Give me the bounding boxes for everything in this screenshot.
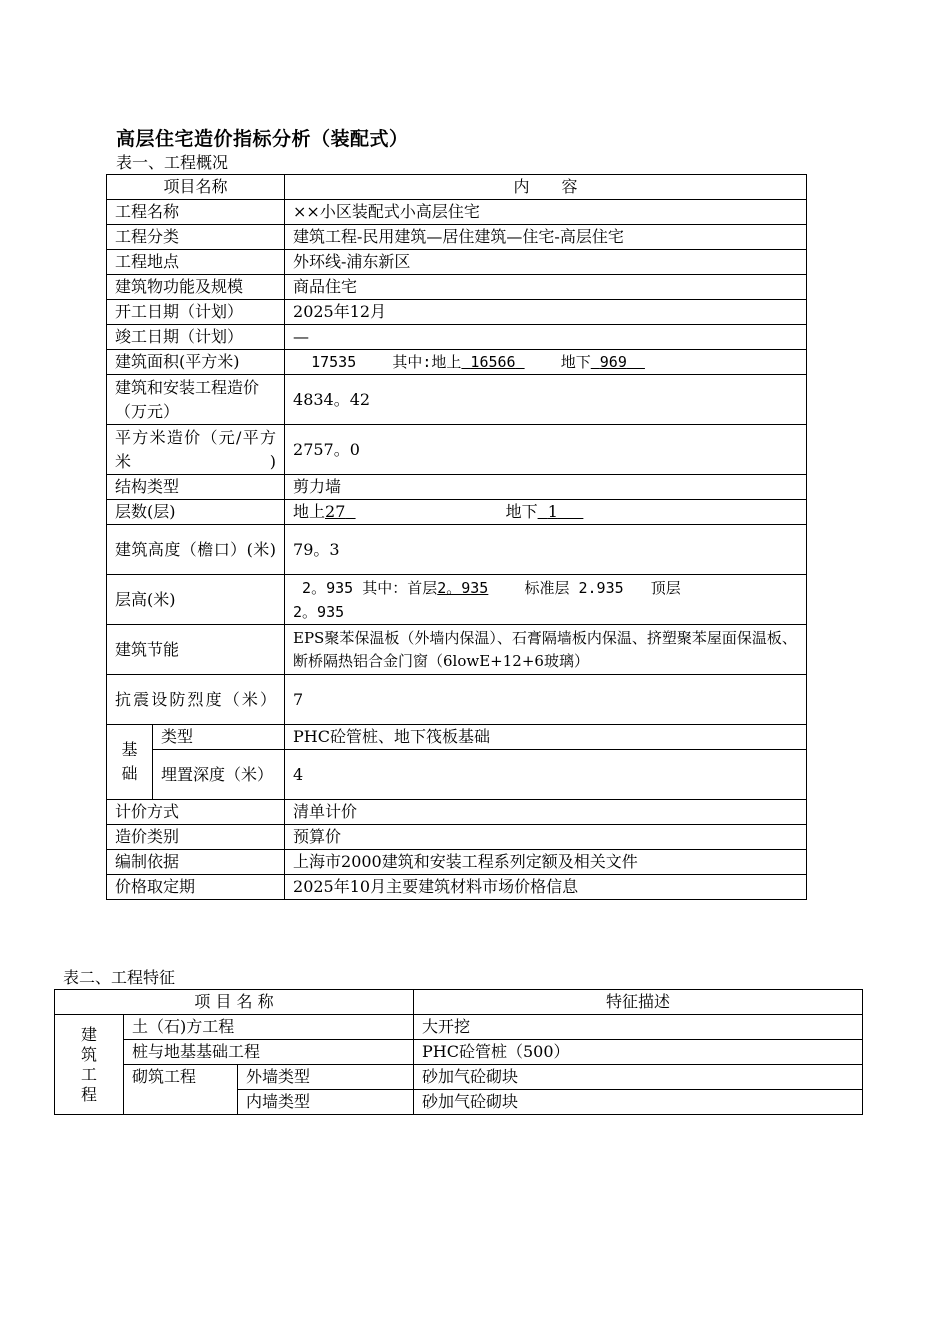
table-row <box>107 275 807 300</box>
row-label: 建筑物功能及规模 <box>107 275 285 300</box>
table-row <box>107 850 807 875</box>
row-label: 平方米造价（元/平方米) <box>107 425 285 475</box>
table-row <box>107 325 807 350</box>
row-label: 开工日期（计划） <box>107 300 285 325</box>
row-label: 砌筑工程 <box>124 1065 238 1115</box>
floor-height-top-prefix: 顶层 <box>650 578 681 597</box>
row-label: 层高(米) <box>107 575 285 625</box>
table-row <box>107 225 807 250</box>
table2-caption: 表二、工程特征 <box>63 968 176 987</box>
table-row <box>107 675 807 725</box>
row-label: 抗震设防烈度（米） <box>107 675 285 725</box>
row-label: 编制依据 <box>107 850 285 875</box>
row-label: 桩与地基基础工程 <box>124 1040 414 1065</box>
area-total: 17535 <box>311 353 357 371</box>
table-row <box>55 1065 863 1090</box>
row-label: 层数(层) <box>107 500 285 525</box>
foundation-depth-value: 4 <box>285 750 807 800</box>
area-below-prefix: 地下 <box>560 353 591 371</box>
table-row <box>107 725 807 750</box>
table-row <box>107 625 807 675</box>
table-row <box>55 990 863 1015</box>
page-title: 高层住宅造价指标分析（装配式） <box>116 128 409 150</box>
floors-above-prefix: 地上 <box>293 502 326 521</box>
basis-value: 上海市2000建筑和安装工程系列定额及相关文件 <box>285 850 807 875</box>
foundation-label: 基础 <box>107 725 153 800</box>
earth-value: 大开挖 <box>414 1015 863 1040</box>
location-value: 外环线-浦东新区 <box>285 250 807 275</box>
category-value: 建筑工程-民用建筑—居住建筑—住宅-高层住宅 <box>285 225 807 250</box>
floor-height-first: 2。935 <box>437 578 489 597</box>
unit-cost-value: 2757。0 <box>285 425 807 475</box>
row-label: 造价类别 <box>107 825 285 850</box>
pile-value: PHC砼管桩（500） <box>414 1040 863 1065</box>
table1-caption: 表一、工程概况 <box>116 153 229 172</box>
table-row <box>107 200 807 225</box>
cost-type-value: 预算价 <box>285 825 807 850</box>
finish-date-value: — <box>285 325 807 350</box>
outer-wall-value: 砂加气砼砌块 <box>414 1065 863 1090</box>
floors-value <box>285 500 807 525</box>
table-row <box>107 575 807 625</box>
floor-height-line1: 2。935 其中：首层 <box>302 578 438 597</box>
header-item: 项 目 名 称 <box>55 990 414 1015</box>
row-label: 工程名称 <box>107 200 285 225</box>
row-label: 工程分类 <box>107 225 285 250</box>
floor-height-top: 2。935 <box>293 602 345 621</box>
row-label: 价格取定期 <box>107 875 285 900</box>
table-row <box>107 375 807 425</box>
cost-value: 4834。42 <box>285 375 807 425</box>
inner-wall-value: 砂加气砼砌块 <box>414 1090 863 1115</box>
area-above-prefix: 其中:地上 <box>392 353 462 371</box>
row-label: 内墙类型 <box>238 1090 414 1115</box>
row-label: 土（石)方工程 <box>124 1015 414 1040</box>
floor-height-std: 标准层 2.935 <box>524 578 624 597</box>
group-label: 建筑工程 <box>55 1015 124 1115</box>
table-row <box>107 825 807 850</box>
area-below: 969 <box>599 353 627 371</box>
area-value <box>285 350 807 375</box>
area-above: 16566 <box>470 353 516 371</box>
header-content: 内 容 <box>285 175 807 200</box>
table-row <box>55 1015 863 1040</box>
row-label: 结构类型 <box>107 475 285 500</box>
floor-height-value <box>285 575 807 625</box>
project-features-table <box>54 989 863 1115</box>
table-row <box>107 875 807 900</box>
row-label: 建筑节能 <box>107 625 285 675</box>
row-label: 建筑面积(平方米) <box>107 350 285 375</box>
row-label: 类型 <box>153 725 285 750</box>
seismic-value: 7 <box>285 675 807 725</box>
row-label: 埋置深度（米） <box>153 750 285 800</box>
energy-value: EPS聚苯保温板（外墙内保温）、石膏隔墙板内保温、挤塑聚苯屋面保温板、断桥隔热铝合金门窗（6lowE+12+6玻璃） <box>285 625 807 675</box>
floors-below: 1 <box>547 502 558 521</box>
floors-below-prefix: 地下 <box>505 502 538 521</box>
table-row <box>107 300 807 325</box>
start-date-value: 2025年12月 <box>285 300 807 325</box>
row-label: 工程地点 <box>107 250 285 275</box>
foundation-type-value: PHC砼管桩、地下筏板基础 <box>285 725 807 750</box>
price-date-value: 2025年10月主要建筑材料市场价格信息 <box>285 875 807 900</box>
floors-above: 27 <box>325 502 346 521</box>
function-value: 商品住宅 <box>285 275 807 300</box>
table-row <box>107 350 807 375</box>
height-value: 79。3 <box>285 525 807 575</box>
header-desc: 特征描述 <box>414 990 863 1015</box>
row-label: 建筑高度（檐口）(米) <box>107 525 285 575</box>
row-label: 竣工日期（计划） <box>107 325 285 350</box>
table-row <box>107 750 807 800</box>
row-label: 计价方式 <box>107 800 285 825</box>
table-row <box>107 175 807 200</box>
project-name-value: ××小区装配式小高层住宅 <box>285 200 807 225</box>
table-row <box>55 1040 863 1065</box>
project-overview-table <box>106 174 807 900</box>
table-row <box>107 525 807 575</box>
header-item: 项目名称 <box>107 175 285 200</box>
table-row <box>107 475 807 500</box>
table-row <box>107 500 807 525</box>
pricing-value: 清单计价 <box>285 800 807 825</box>
table-row <box>107 425 807 475</box>
table-row <box>107 250 807 275</box>
row-label: 外墙类型 <box>238 1065 414 1090</box>
table-row <box>107 800 807 825</box>
row-label: 建筑和安装工程造价（万元） <box>107 375 285 425</box>
structure-value: 剪力墙 <box>285 475 807 500</box>
